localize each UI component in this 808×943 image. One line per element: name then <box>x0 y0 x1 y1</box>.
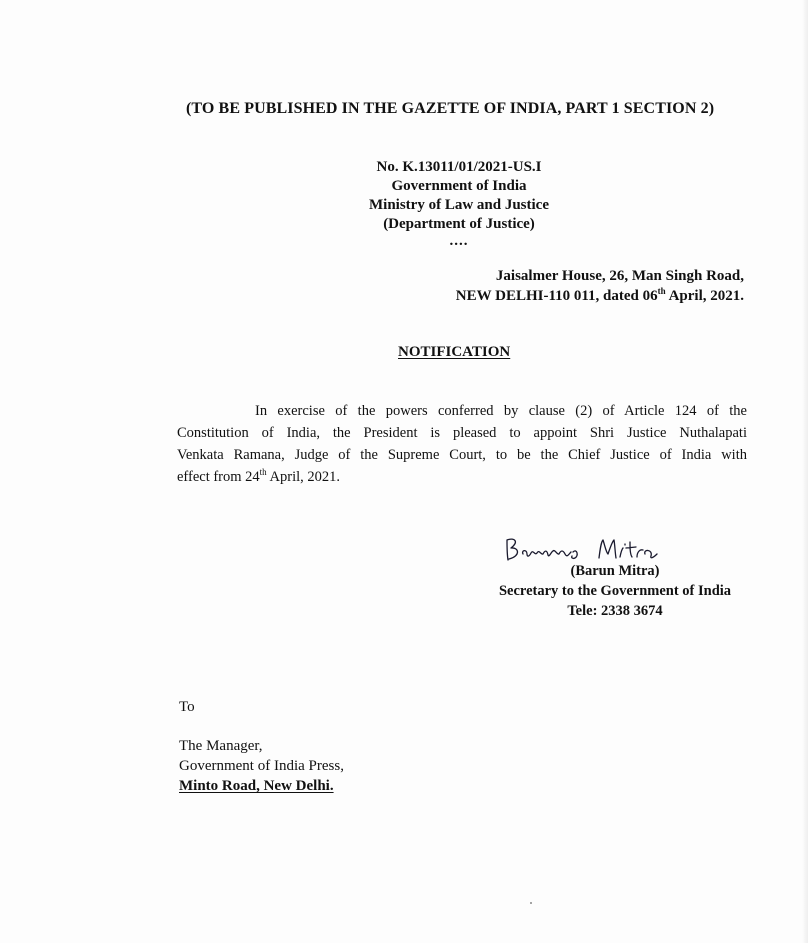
notification-title: NOTIFICATION <box>398 344 511 360</box>
to-label: To <box>179 699 195 715</box>
address-line-1: Jaisalmer House, 26, Man Singh Road, <box>495 268 744 284</box>
body-effective-prefix: effect from 24 <box>177 469 260 485</box>
recipient-address <box>179 736 344 796</box>
body-effective-sup: th <box>259 467 267 478</box>
signatory-designation: Secretary to the Government of India <box>498 583 732 599</box>
recipient-line-1: The Manager, <box>179 738 263 754</box>
file-number: No. K.13011/01/2021-US.I <box>376 159 542 175</box>
scan-speck <box>530 902 532 904</box>
handwritten-signature <box>503 534 683 564</box>
issuing-authority-block <box>0 158 808 248</box>
notification-body <box>177 400 747 488</box>
body-line-1: In exercise of the powers conferred by clause (2) of Article 124 of the <box>255 403 747 419</box>
signatory-block <box>470 561 760 621</box>
ministry-name: Ministry of Law and Justice <box>369 197 549 213</box>
gazette-heading: (TO BE PUBLISHED IN THE GAZETTE OF INDIA, PART 1 SECTION 2) <box>186 100 715 117</box>
separator-dots: .... <box>449 233 469 249</box>
page-edge-shadow <box>802 0 808 943</box>
signatory-name: (Barun Mitra) <box>570 563 660 579</box>
body-line-2: Constitution of India, the President is pleased to appoint Shri Justice Nuthalapati <box>177 425 747 441</box>
address-line-2 <box>456 286 744 306</box>
signatory-phone: Tele: 2338 3674 <box>567 603 663 619</box>
body-effective-suffix: April, 2021. <box>266 469 340 485</box>
body-line-4 <box>177 466 747 488</box>
body-line-3: Venkata Ramana, Judge of the Supreme Court, to be the Chief Justice of India with <box>177 447 747 463</box>
issue-address <box>456 266 744 306</box>
address-date-month-year: April, 2021. <box>665 288 744 304</box>
address-date-suffix-sup: th <box>657 286 666 296</box>
recipient-line-2: Government of India Press, <box>179 758 344 774</box>
address-date-prefix: NEW DELHI-110 011, dated 06 <box>455 288 658 304</box>
department-name: (Department of Justice) <box>383 216 535 232</box>
government-name: Government of India <box>391 178 527 194</box>
recipient-line-3: Minto Road, New Delhi. <box>179 778 334 794</box>
